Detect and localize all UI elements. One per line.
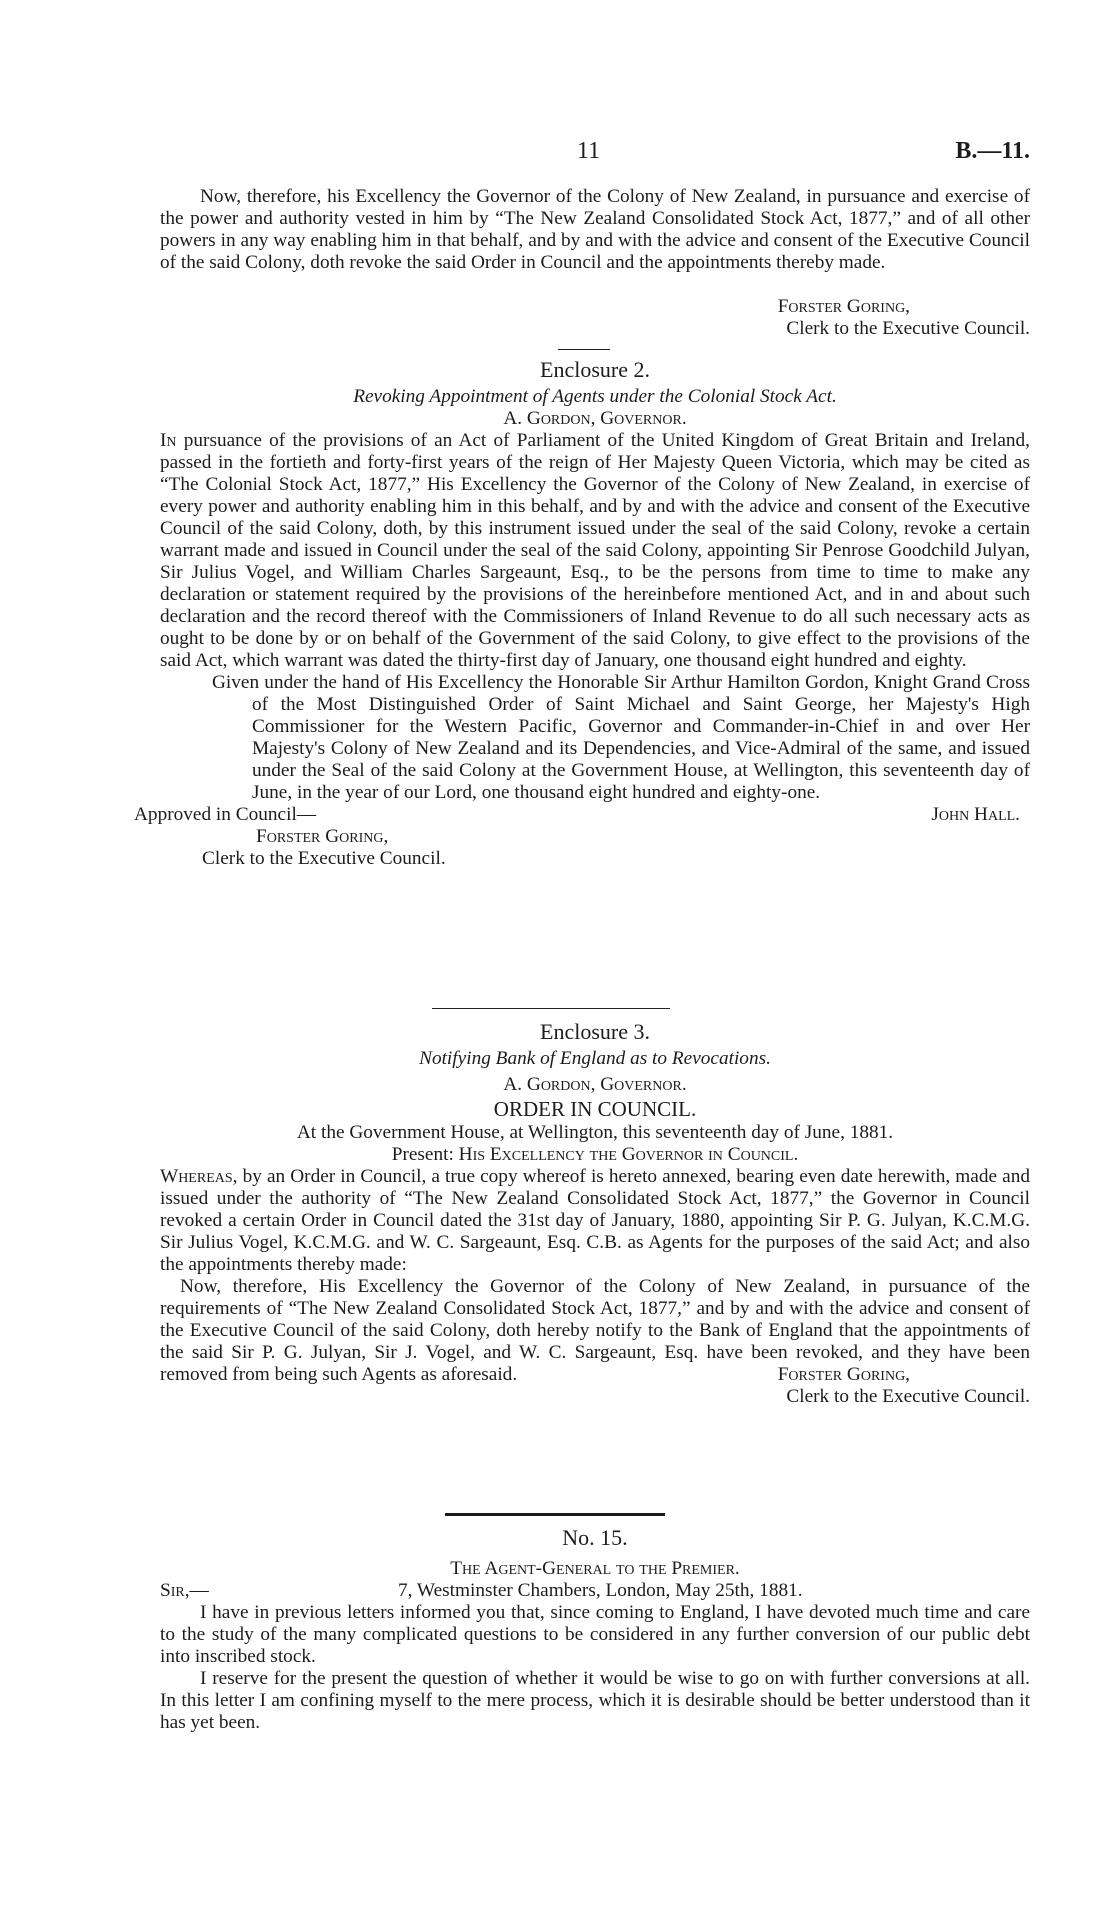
- opening-paragraph: Now, therefore, his Excellency the Governor of the Colony of New Zealand, in pursuance and exercise of the power and authority vested in him by “The New Zealand Consolidated Stock Act, 1877,” and of all other powers in any way enabling him in that behalf, and by and with the advice and consent of the Executive Council of the said Colony, doth revoke the said Order in Council and the appointments thereby made.: [160, 186, 1030, 273]
- enclosure-2-governor: A. Gordon, Governor.: [503, 408, 687, 429]
- whereas-lead: Whereas,: [160, 1166, 238, 1187]
- letter-from-to: The Agent-General to the Premier.: [450, 1558, 740, 1579]
- letter-number: No. 15.: [562, 1525, 628, 1550]
- approved-in-council: Approved in Council—: [134, 804, 317, 825]
- opening-signature: [160, 296, 1030, 340]
- document-code: B.—11.: [955, 138, 1030, 164]
- enclosure-2-given: Given under the hand of His Excellency the Honorable Sir Arthur Hamilton Gordon, Knight Grand Cross of the Most Distinguished Order of Saint Michael and Saint George, her Majesty's High Commissioner for the Western Pacific, Governor and Commander-in-Chief in and over Her Majesty's Colony of New Zealand and its Dependencies, and Vice-Admiral of the same, and issued under the Seal of the said Colony at the Government House, at Wellington, this seventeenth day of June, in the year of our Lord, one thousand eight hundred and eighty-one.: [212, 672, 1030, 803]
- section-divider: [432, 1008, 670, 1009]
- address-date: 7, Westminster Chambers, London, May 25th, 1881.: [398, 1580, 803, 1601]
- clerk-name: Forster Goring,: [777, 296, 910, 317]
- salutation-row: [160, 1580, 1030, 1602]
- clerk-title: Clerk to the Executive Council.: [786, 318, 1030, 339]
- page-number: 11: [577, 138, 601, 164]
- minister-signature: John Hall.: [931, 804, 1020, 825]
- enclosure-3-clerk-name: Forster Goring,: [777, 1364, 910, 1385]
- enclosure-3-title: Enclosure 3.: [540, 1019, 650, 1044]
- enclosure-3-clerk-title: Clerk to the Executive Council.: [786, 1386, 1030, 1407]
- enclosure-2: [134, 356, 1030, 870]
- whereas-text: by an Order in Council, a true copy whereof is hereto annexed, bearing even date herewith, made and issued under the authority of “The New Zealand Consolidated Stock Act, 1877,” the Governor in Council revoked a certain Order in Council dated the 31st day of January, 1880, appointing Sir P. G. Julyan, K.C.M.G. Sir Julius Vogel, K.C.M.G. and W. C. Sargeaunt, Esq. C.B. as Agents for the purposes of the said Act; and also the appointments thereby made:: [160, 1166, 1030, 1275]
- enclosure-2-clerk-name: Forster Goring,: [256, 826, 389, 847]
- section-divider: [558, 349, 610, 350]
- place-date-line: At the Government House, at Wellington, this seventeenth day of June, 1881.: [296, 1122, 894, 1143]
- enclosure-3: [160, 1018, 1030, 1408]
- enclosure-2-body: [160, 430, 1030, 672]
- salutation: Sir,—: [160, 1580, 209, 1601]
- enclosure-2-body-text: pursuance of the provisions of an Act of Parliament of the United Kingdom of Great Britain and Ireland, passed in the fortieth and forty-first years of the reign of Her Majesty Queen Victoria, which may be cited as “The Colonial Stock Act, 1877,” His Excellency the Governor of the Colony of New Zealand, in exercise of every power and authority enabling him in this behalf, and by and with the advice and consent of the Executive Council of the said Colony, doth, by this instrument issued under the seal of the said Colony, revoke a certain warrant made and issued in Council under the seal of the said Colony, appointing Sir Penrose Goodchild Julyan, Sir Julius Vogel, and William Charles Sargeaunt, Esq., to be the persons from time to time to make any declaration or statement required by the provisions of the hereinbefore mentioned Act, and in and about such declaration and the record thereof with the Commissioners of Inland Revenue to do all such necessary acts as ought to be done by or on behalf of the Government of the said Colony, to give effect to the provisions of the said Act, which warrant was dated the thirty-first day of January, one thousand eight hundred and eighty.: [160, 430, 1030, 671]
- present-line: [160, 1144, 1030, 1166]
- opening-section: [160, 186, 1030, 274]
- present-value: His Excellency the Governor in Council.: [458, 1144, 799, 1165]
- enclosure-2-title: Enclosure 2.: [540, 357, 650, 382]
- section-divider-thick: [445, 1513, 665, 1516]
- letter-no-15: [160, 1524, 1030, 1734]
- whereas-paragraph: [160, 1166, 1030, 1276]
- page-header: [160, 140, 1030, 170]
- letter-paragraph-1: I have in previous letters informed you that, since coming to England, I have devoted much time and care to the study of the many complicated questions to be considered in any further conversion of our public debt into inscribed stock.: [160, 1602, 1030, 1667]
- now-therefore-paragraph: Now, therefore, His Excellency the Governor of the Colony of New Zealand, in pursuance of the requirements of “The New Zealand Consolidated Stock Act, 1877,” and by and with the advice and consent of the Executive Council of the said Colony, doth hereby notify to the Bank of England that the appointments of the said Sir P. G. Julyan, Sir J. Vogel, and W. C. Sargeaunt, Esq. have been revoked, and they have been removed from being such Agents as aforesaid.: [160, 1276, 1030, 1385]
- present-label: Present:: [391, 1144, 454, 1165]
- order-in-council-heading: ORDER IN COUNCIL.: [493, 1097, 697, 1121]
- enclosure-3-subtitle: Notifying Bank of England as to Revocations.: [419, 1048, 771, 1069]
- enclosure-2-subtitle: Revoking Appointment of Agents under the Colonial Stock Act.: [353, 386, 837, 407]
- letter-paragraph-2: I reserve for the present the question of whether it would be wise to go on with further conversions at all. In this letter I am confining myself to the mere process, which it is desirable should be better understood than it has yet been.: [160, 1668, 1030, 1733]
- approval-row: [134, 804, 1030, 826]
- enclosure-2-body-lead: In: [160, 430, 177, 451]
- enclosure-2-clerk-title: Clerk to the Executive Council.: [202, 848, 446, 869]
- document-page: [134, 0, 1030, 1916]
- enclosure-3-governor: A. Gordon, Governor.: [503, 1074, 687, 1095]
